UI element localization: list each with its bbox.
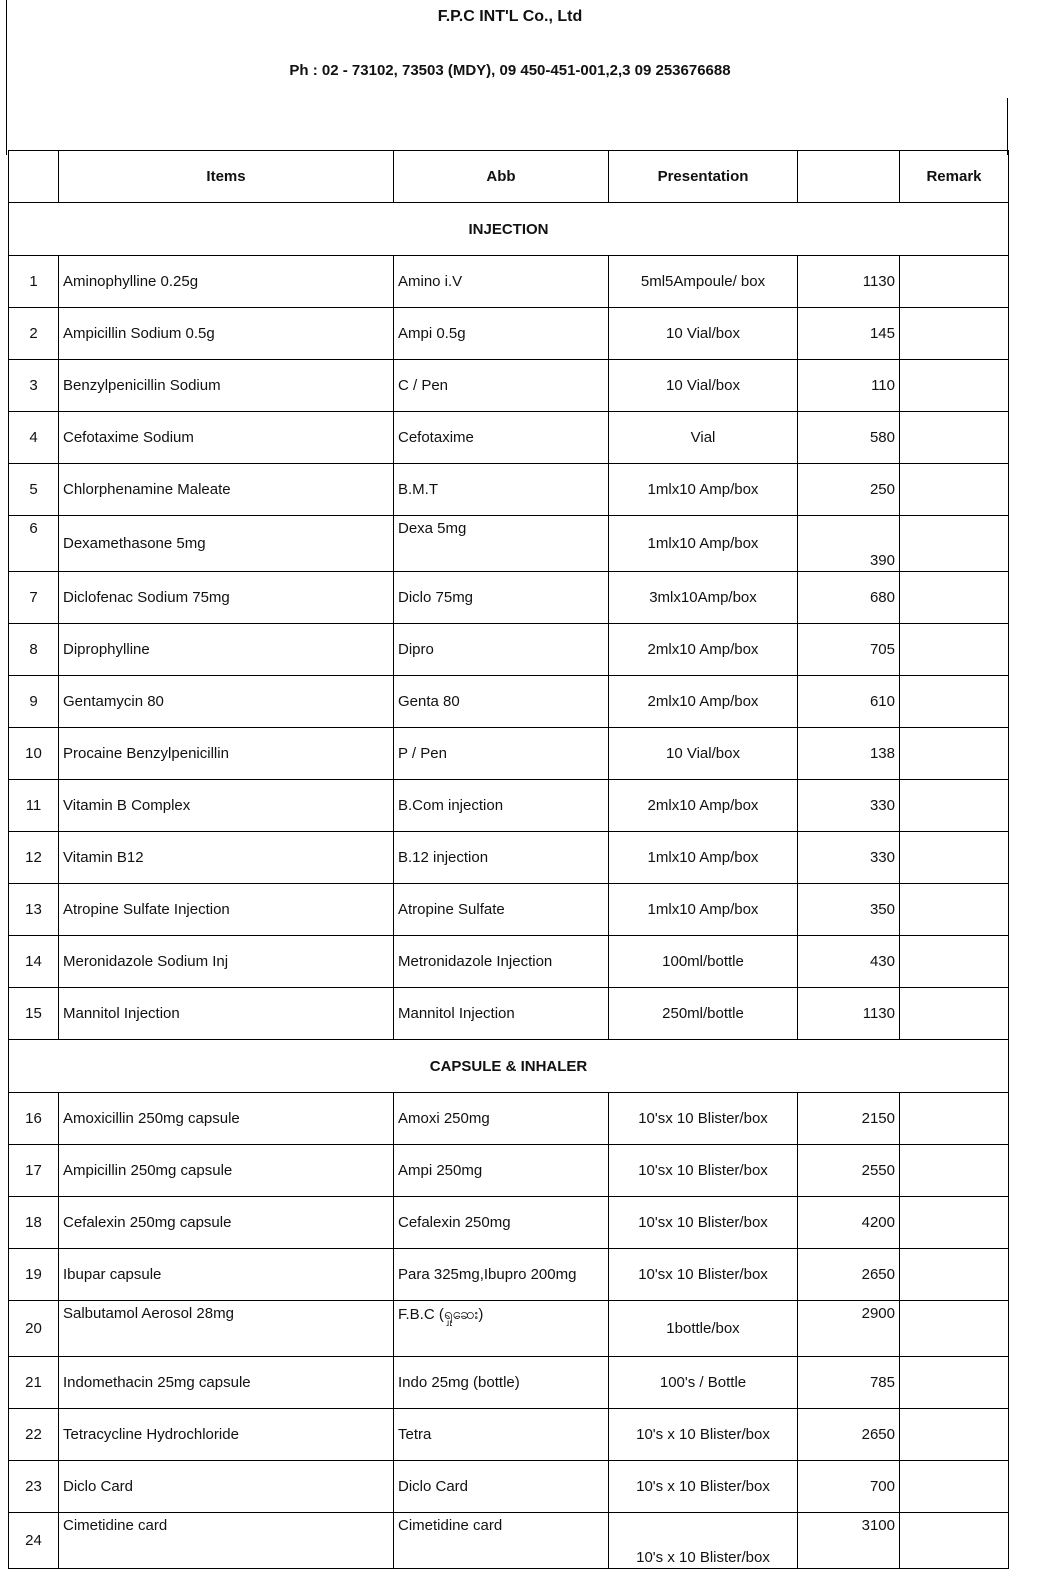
item-remark	[900, 780, 1009, 832]
item-presentation: 1mlx10 Amp/box	[609, 464, 798, 516]
item-name: Benzylpenicillin Sodium	[59, 360, 394, 412]
item-price: 138	[798, 728, 900, 780]
item-remark	[900, 516, 1009, 572]
row-number: 14	[9, 936, 59, 988]
item-price: 390	[798, 516, 900, 572]
item-price: 330	[798, 780, 900, 832]
table-row	[9, 412, 1009, 464]
item-abbreviation: P / Pen	[394, 728, 609, 780]
item-presentation: 100ml/bottle	[609, 936, 798, 988]
row-number: 1	[9, 256, 59, 308]
item-abbreviation: Metronidazole Injection	[394, 936, 609, 988]
item-price: 330	[798, 832, 900, 884]
row-number: 21	[9, 1357, 59, 1409]
item-abbreviation: Ampi 250mg	[394, 1145, 609, 1197]
header-abb: Abb	[394, 151, 609, 203]
table-header-row	[9, 151, 1009, 203]
table-row	[9, 1409, 1009, 1461]
table-row	[9, 1357, 1009, 1409]
item-price: 3100	[798, 1513, 900, 1569]
row-number: 16	[9, 1093, 59, 1145]
item-abbreviation: B.M.T	[394, 464, 609, 516]
table-row	[9, 464, 1009, 516]
item-name: Diprophylline	[59, 624, 394, 676]
item-name: Meronidazole Sodium Inj	[59, 936, 394, 988]
item-presentation: 250ml/bottle	[609, 988, 798, 1040]
row-number: 5	[9, 464, 59, 516]
item-presentation: 10's x 10 Blister/box	[609, 1409, 798, 1461]
item-abbreviation: B.12 injection	[394, 832, 609, 884]
item-remark	[900, 572, 1009, 624]
row-number: 24	[9, 1513, 59, 1569]
table-row	[9, 516, 1009, 572]
item-presentation: Vial	[609, 412, 798, 464]
item-price: 1130	[798, 988, 900, 1040]
item-remark	[900, 988, 1009, 1040]
item-price: 250	[798, 464, 900, 516]
item-name: Mannitol Injection	[59, 988, 394, 1040]
item-presentation: 10's x 10 Blister/box	[609, 1461, 798, 1513]
table-row	[9, 360, 1009, 412]
item-price: 1130	[798, 256, 900, 308]
item-remark	[900, 464, 1009, 516]
row-number: 20	[9, 1301, 59, 1357]
item-remark	[900, 412, 1009, 464]
header-price	[798, 151, 900, 203]
item-abbreviation: Cefalexin 250mg	[394, 1197, 609, 1249]
item-abbreviation: Atropine Sulfate	[394, 884, 609, 936]
item-name: Vitamin B Complex	[59, 780, 394, 832]
item-name: Ampicillin Sodium 0.5g	[59, 308, 394, 360]
section-heading-row	[9, 1040, 1009, 1093]
item-price: 705	[798, 624, 900, 676]
header-items: Items	[59, 151, 394, 203]
item-abbreviation: Para 325mg,Ibupro 200mg	[394, 1249, 609, 1301]
item-remark	[900, 256, 1009, 308]
item-name: Diclofenac Sodium 75mg	[59, 572, 394, 624]
row-number: 22	[9, 1409, 59, 1461]
item-presentation: 3mlx10Amp/box	[609, 572, 798, 624]
item-price: 2900	[798, 1301, 900, 1357]
table-row	[9, 624, 1009, 676]
item-name: Cefotaxime Sodium	[59, 412, 394, 464]
item-abbreviation: Tetra	[394, 1409, 609, 1461]
row-number: 18	[9, 1197, 59, 1249]
table-row	[9, 1093, 1009, 1145]
item-name: Chlorphenamine Maleate	[59, 464, 394, 516]
item-presentation: 10's x 10 Blister/box	[609, 1513, 798, 1569]
item-name: Salbutamol Aerosol 28mg	[59, 1301, 394, 1357]
item-presentation: 2mlx10 Amp/box	[609, 676, 798, 728]
item-remark	[900, 1461, 1009, 1513]
table-row	[9, 1301, 1009, 1357]
table-row	[9, 936, 1009, 988]
item-name: Aminophylline 0.25g	[59, 256, 394, 308]
item-name: Amoxicillin 250mg capsule	[59, 1093, 394, 1145]
item-abbreviation: F.B.C (ရှုဆေး)	[394, 1301, 609, 1357]
item-name: Indomethacin 25mg capsule	[59, 1357, 394, 1409]
row-number: 4	[9, 412, 59, 464]
page-border-right	[1007, 98, 1008, 155]
table-row	[9, 728, 1009, 780]
item-remark	[900, 360, 1009, 412]
item-name: Ibupar capsule	[59, 1249, 394, 1301]
item-remark	[900, 624, 1009, 676]
section-heading-row	[9, 203, 1009, 256]
item-name: Vitamin B12	[59, 832, 394, 884]
item-abbreviation: Diclo Card	[394, 1461, 609, 1513]
item-name: Diclo Card	[59, 1461, 394, 1513]
item-presentation: 1mlx10 Amp/box	[609, 516, 798, 572]
item-remark	[900, 884, 1009, 936]
row-number: 10	[9, 728, 59, 780]
item-name: Tetracycline Hydrochloride	[59, 1409, 394, 1461]
item-abbreviation: B.Com injection	[394, 780, 609, 832]
item-price: 785	[798, 1357, 900, 1409]
row-number: 13	[9, 884, 59, 936]
item-abbreviation: Mannitol Injection	[394, 988, 609, 1040]
item-name: Cimetidine card	[59, 1513, 394, 1569]
item-price: 350	[798, 884, 900, 936]
item-remark	[900, 1197, 1009, 1249]
table-row	[9, 832, 1009, 884]
table-row	[9, 780, 1009, 832]
item-price: 2550	[798, 1145, 900, 1197]
item-remark	[900, 1249, 1009, 1301]
item-price: 430	[798, 936, 900, 988]
item-abbreviation: Cefotaxime	[394, 412, 609, 464]
table-row	[9, 676, 1009, 728]
row-number: 12	[9, 832, 59, 884]
row-number: 17	[9, 1145, 59, 1197]
item-presentation: 10'sx 10 Blister/box	[609, 1197, 798, 1249]
item-presentation: 2mlx10 Amp/box	[609, 780, 798, 832]
item-name: Atropine Sulfate Injection	[59, 884, 394, 936]
header-number	[9, 151, 59, 203]
row-number: 3	[9, 360, 59, 412]
item-name: Ampicillin 250mg capsule	[59, 1145, 394, 1197]
item-presentation: 1bottle/box	[609, 1301, 798, 1357]
item-price: 580	[798, 412, 900, 464]
item-price: 2150	[798, 1093, 900, 1145]
item-remark	[900, 1301, 1009, 1357]
item-presentation: 100's / Bottle	[609, 1357, 798, 1409]
item-abbreviation: Dipro	[394, 624, 609, 676]
row-number: 23	[9, 1461, 59, 1513]
item-abbreviation: Cimetidine card	[394, 1513, 609, 1569]
item-presentation: 5ml5Ampoule/ box	[609, 256, 798, 308]
item-presentation: 1mlx10 Amp/box	[609, 832, 798, 884]
item-remark	[900, 1145, 1009, 1197]
item-price: 680	[798, 572, 900, 624]
item-abbreviation: Indo 25mg (bottle)	[394, 1357, 609, 1409]
item-name: Gentamycin 80	[59, 676, 394, 728]
item-price: 110	[798, 360, 900, 412]
table-row	[9, 1197, 1009, 1249]
section-title: INJECTION	[9, 203, 1009, 256]
company-name: F.P.C INT'L Co., Ltd	[437, 8, 583, 25]
table-row	[9, 256, 1009, 308]
item-presentation: 10 Vial/box	[609, 308, 798, 360]
item-price: 145	[798, 308, 900, 360]
item-remark	[900, 308, 1009, 360]
item-abbreviation: C / Pen	[394, 360, 609, 412]
item-abbreviation: Ampi 0.5g	[394, 308, 609, 360]
item-abbreviation: Amoxi 250mg	[394, 1093, 609, 1145]
header-presentation: Presentation	[609, 151, 798, 203]
row-number: 2	[9, 308, 59, 360]
item-name: Cefalexin 250mg capsule	[59, 1197, 394, 1249]
table-row	[9, 572, 1009, 624]
item-remark	[900, 1093, 1009, 1145]
row-number: 11	[9, 780, 59, 832]
item-name: Procaine Benzylpenicillin	[59, 728, 394, 780]
table-row	[9, 1513, 1009, 1569]
item-price: 2650	[798, 1409, 900, 1461]
table-row	[9, 1145, 1009, 1197]
header-remark: Remark	[900, 151, 1009, 203]
item-abbreviation: Dexa 5mg	[394, 516, 609, 572]
table-row	[9, 308, 1009, 360]
row-number: 19	[9, 1249, 59, 1301]
item-abbreviation: Diclo 75mg	[394, 572, 609, 624]
item-abbreviation: Genta 80	[394, 676, 609, 728]
item-presentation: 1mlx10 Amp/box	[609, 884, 798, 936]
item-presentation: 10'sx 10 Blister/box	[609, 1249, 798, 1301]
row-number: 9	[9, 676, 59, 728]
item-remark	[900, 728, 1009, 780]
item-price: 4200	[798, 1197, 900, 1249]
table-row	[9, 884, 1009, 936]
item-abbreviation: Amino i.V	[394, 256, 609, 308]
item-presentation: 10 Vial/box	[609, 728, 798, 780]
row-number: 6	[9, 516, 59, 572]
item-presentation: 10'sx 10 Blister/box	[609, 1145, 798, 1197]
table-row	[9, 1249, 1009, 1301]
row-number: 8	[9, 624, 59, 676]
row-number: 7	[9, 572, 59, 624]
item-price: 2650	[798, 1249, 900, 1301]
item-price: 700	[798, 1461, 900, 1513]
item-name: Dexamethasone 5mg	[59, 516, 394, 572]
item-presentation: 10 Vial/box	[609, 360, 798, 412]
item-presentation: 10'sx 10 Blister/box	[609, 1093, 798, 1145]
price-list-body	[9, 151, 1009, 1569]
price-list-table	[8, 150, 1009, 1569]
item-presentation: 2mlx10 Amp/box	[609, 624, 798, 676]
table-row	[9, 988, 1009, 1040]
item-remark	[900, 832, 1009, 884]
section-title: CAPSULE & INHALER	[9, 1040, 1009, 1093]
item-price: 610	[798, 676, 900, 728]
row-number: 15	[9, 988, 59, 1040]
item-remark	[900, 1357, 1009, 1409]
item-remark	[900, 1513, 1009, 1569]
phone-numbers: Ph : 02 - 73102, 73503 (MDY), 09 450-451-001,2,3 09 253676688	[289, 62, 731, 79]
table-row	[9, 1461, 1009, 1513]
item-remark	[900, 1409, 1009, 1461]
item-remark	[900, 936, 1009, 988]
item-remark	[900, 676, 1009, 728]
